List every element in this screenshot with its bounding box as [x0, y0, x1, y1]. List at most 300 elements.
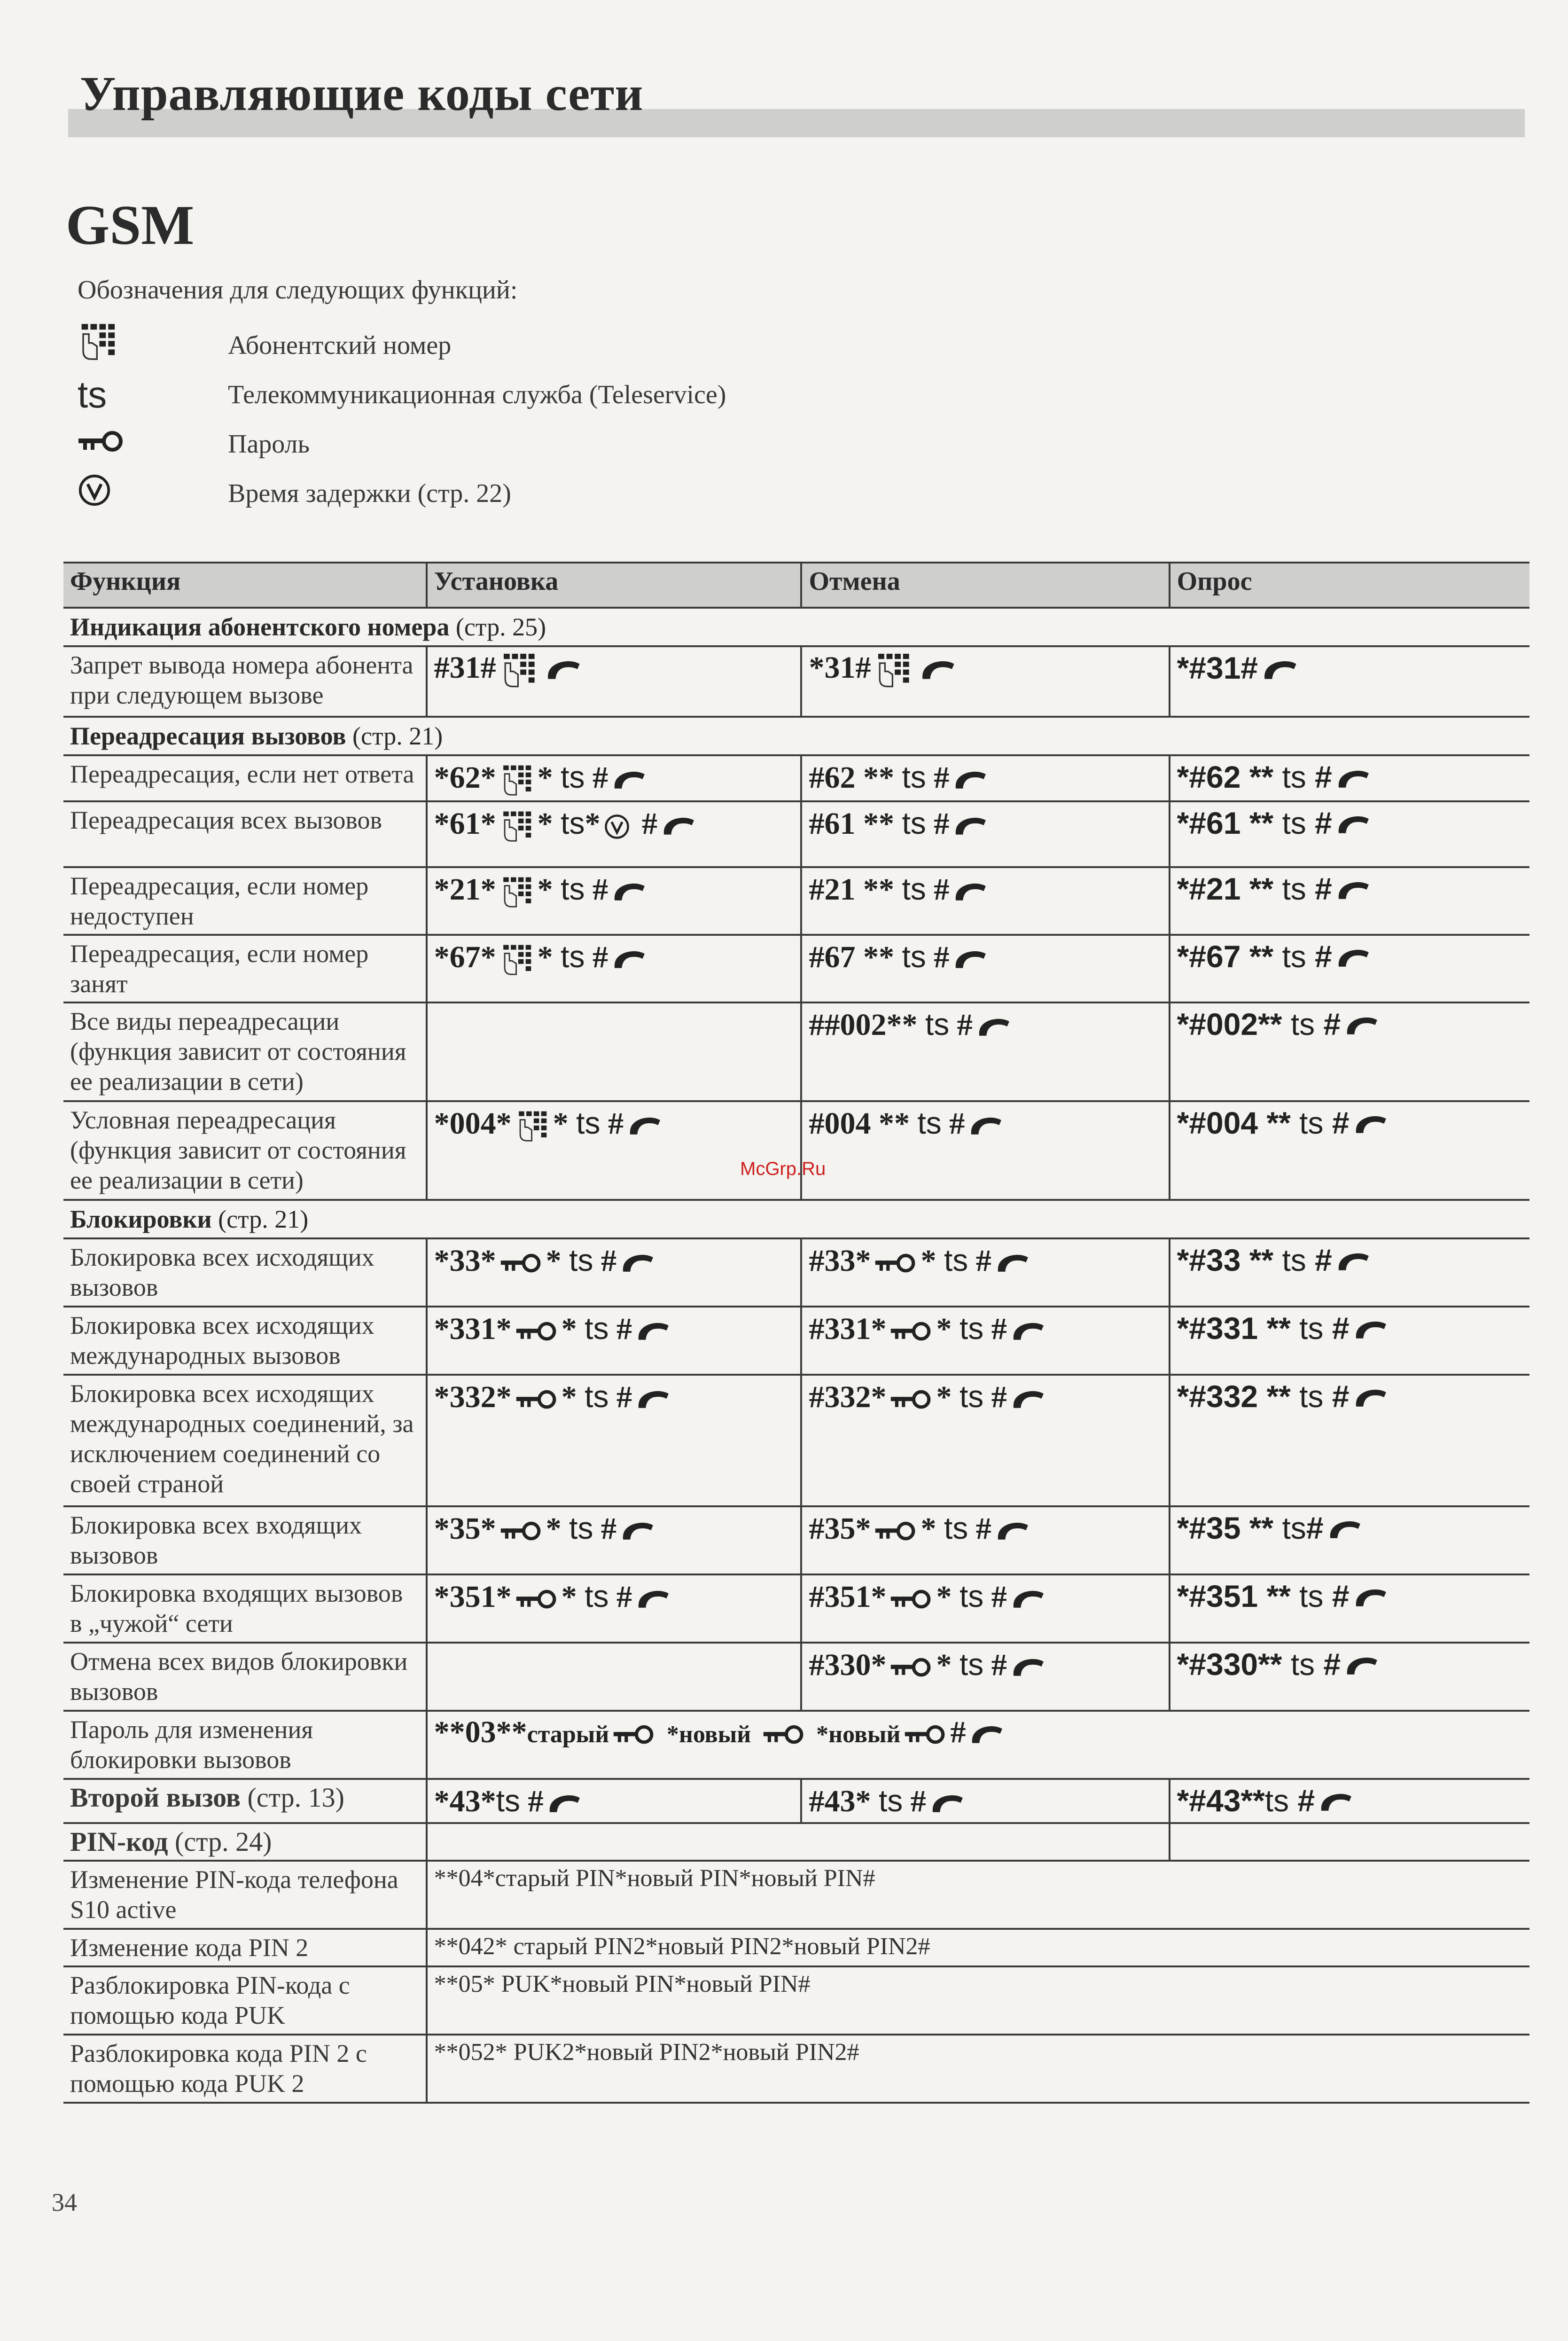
teleservice-icon: ts	[1282, 759, 1306, 794]
set-code-cell: *331* * ts #	[427, 1307, 802, 1375]
legend-label: Пароль	[228, 430, 310, 459]
code-text: *#21 **	[1177, 871, 1274, 906]
code-text: *новый	[666, 1721, 751, 1748]
query-code-cell	[1170, 1574, 1529, 1643]
table-row	[63, 935, 1529, 1002]
table-row	[63, 1861, 1529, 1929]
query-code-cell	[1170, 1779, 1529, 1823]
key-icon	[78, 428, 228, 461]
set-code-cell	[427, 1002, 802, 1101]
table-row	[63, 1307, 1529, 1375]
legend-intro: Обозначения для следующих функций:	[78, 275, 518, 305]
phone-icon	[627, 1116, 663, 1137]
table-row	[63, 1375, 1529, 1506]
table-row	[63, 2035, 1529, 2103]
phone-icon	[612, 949, 647, 971]
query-code-cell	[1170, 1238, 1529, 1307]
function-cell: Блокировка всех исходящих международных вызовов	[63, 1307, 427, 1375]
code-text: #	[1323, 1646, 1341, 1682]
query-code-cell	[1170, 755, 1529, 801]
column-header-function: Функция	[63, 563, 427, 608]
code-text: *33*	[434, 1243, 496, 1278]
key-icon	[500, 1253, 542, 1274]
group-row	[63, 608, 1529, 646]
teleservice-icon: ts	[561, 759, 585, 794]
section-title: GSM	[66, 194, 195, 256]
phone-icon	[953, 816, 989, 838]
teleservice-icon: ts	[576, 1105, 601, 1140]
function-cell: Переадресация, если нет ответа	[63, 755, 427, 801]
cancel-code-cell	[801, 646, 1169, 717]
delay-icon	[78, 473, 228, 514]
function-cell: Блокировка всех исходящих международных соединений, за исключением соединений со своей страной	[63, 1375, 427, 1506]
code-text: #62 **	[809, 760, 894, 795]
set-code-cell	[427, 1101, 802, 1200]
function-cell: Переадресация, если номер занят	[63, 935, 427, 1002]
code-text: #	[1315, 805, 1332, 840]
code-text: *	[537, 806, 553, 841]
teleservice-icon: ts	[569, 1510, 593, 1545]
phone-icon	[1336, 880, 1372, 902]
key-icon	[613, 1724, 655, 1746]
function-cell: Запрет вывода номера абонента при следующем вызове	[63, 646, 427, 717]
key-icon	[874, 1521, 917, 1542]
pin-code-cell: **042* старый PIN2*новый PIN2*новый PIN2#	[427, 1929, 1529, 1966]
teleservice-icon: ts	[902, 759, 926, 794]
code-text: *67*	[434, 940, 496, 974]
code-text: **03**	[434, 1715, 527, 1749]
pin-code-cell: **05* PUK*новый PIN*новый PIN#	[427, 1966, 1529, 2035]
key-icon	[890, 1389, 932, 1410]
group-ref: (стр. 25)	[455, 613, 546, 641]
column-header-set: Установка	[427, 563, 802, 608]
group-title: Второй вызов	[70, 1782, 241, 1813]
empty-cell	[1170, 1823, 1529, 1861]
key-icon	[874, 1253, 917, 1274]
subscriber-number-icon	[78, 322, 228, 369]
group-ref: (стр. 13)	[247, 1782, 344, 1813]
phone-icon	[612, 770, 647, 791]
code-text: #	[934, 872, 950, 907]
query-code-cell	[1170, 1375, 1529, 1506]
teleservice-icon: ts	[902, 871, 926, 906]
group-row	[63, 1200, 1529, 1238]
phone-icon	[1011, 1657, 1046, 1679]
phone-icon	[1344, 1016, 1380, 1037]
code-text: *#61 **	[1177, 805, 1274, 840]
teleservice-icon: ts	[1282, 1242, 1306, 1277]
cancel-code-cell: #330* * ts #	[801, 1643, 1169, 1711]
teleservice-icon: ts	[902, 939, 926, 974]
group-row	[63, 717, 1529, 755]
function-cell: Разблокировка кода PIN 2 с помощью кода PUK 2	[63, 2035, 427, 2103]
set-code-cell	[427, 867, 802, 935]
teleservice-icon: ts	[959, 1310, 984, 1346]
cancel-code-cell	[801, 801, 1169, 867]
phone-icon	[995, 1253, 1031, 1275]
code-text: *#002**	[1177, 1006, 1282, 1041]
table-row	[63, 1101, 1529, 1200]
query-code-cell	[1170, 867, 1529, 935]
cancel-code-cell	[801, 755, 1169, 801]
legend-label: Абонентский номер	[228, 331, 452, 360]
query-code-cell	[1170, 646, 1529, 717]
group-ref: (стр. 24)	[175, 1826, 272, 1857]
query-code-cell	[1170, 1002, 1529, 1101]
query-code-cell	[1170, 1101, 1529, 1200]
code-text: #	[910, 1784, 926, 1818]
group-title: Индикация абонентского номера	[70, 613, 450, 641]
function-cell	[63, 1779, 427, 1823]
delay-icon	[604, 814, 630, 840]
query-code-cell	[1170, 801, 1529, 867]
teleservice-icon: ts	[569, 1242, 593, 1277]
key-icon	[904, 1724, 946, 1746]
group-title: PIN-код	[70, 1826, 168, 1857]
set-code-cell	[427, 1779, 802, 1823]
watermark: McGrp.Ru	[740, 1159, 826, 1179]
function-cell: Отмена всех видов блокировки вызовов	[63, 1643, 427, 1711]
table-row	[63, 1574, 1529, 1643]
phone-icon	[976, 1017, 1012, 1039]
phone-icon	[545, 659, 583, 682]
code-text: #43*	[809, 1784, 871, 1818]
teleservice-icon: ts	[1299, 1105, 1324, 1140]
set-code-cell	[427, 1643, 802, 1711]
code-text: *#351 **	[1177, 1578, 1291, 1613]
teleservice-icon: ts	[1264, 1783, 1289, 1818]
phone-icon	[1353, 1388, 1389, 1409]
query-code-cell	[1170, 935, 1529, 1002]
key-icon	[890, 1657, 932, 1678]
page-number: 34	[52, 2188, 77, 2216]
function-cell	[63, 1823, 427, 1861]
code-text: #	[1315, 871, 1332, 906]
code-text: *332*	[434, 1379, 512, 1414]
function-cell: Изменение PIN-кода телефона S10 active	[63, 1861, 427, 1929]
code-text: #67 **	[809, 940, 894, 974]
phone-icon	[1011, 1589, 1046, 1611]
table-row	[63, 1966, 1529, 2035]
code-text: #351*	[809, 1579, 887, 1614]
code-text: #	[641, 806, 657, 841]
table-row	[63, 1002, 1529, 1101]
teleservice-icon: ts	[959, 1378, 984, 1414]
teleservice-icon: ts	[944, 1510, 968, 1545]
table-row	[63, 646, 1529, 717]
set-code-cell	[427, 646, 802, 717]
phone-icon	[1327, 1519, 1363, 1541]
code-text: #331*	[809, 1311, 887, 1346]
teleservice-icon: ts	[878, 1783, 903, 1818]
code-text: #	[1297, 1783, 1315, 1818]
table-row	[63, 755, 1529, 801]
group-ref: (стр. 21)	[352, 722, 443, 750]
code-text: ##002**	[809, 1007, 918, 1042]
key-icon	[500, 1521, 542, 1542]
code-text: *#330**	[1177, 1646, 1282, 1682]
phone-icon	[1336, 769, 1372, 791]
code-text: #	[934, 806, 950, 841]
teleservice-icon: ts	[1282, 939, 1306, 974]
code-text: #	[934, 940, 950, 974]
key-icon	[515, 1389, 558, 1410]
code-text: #	[1332, 1310, 1350, 1346]
phone-icon	[953, 949, 989, 971]
code-text: #	[949, 1106, 965, 1141]
legend-label: Телекоммуникационная служба (Teleservice)	[228, 380, 726, 409]
column-header-cancel: Отмена	[801, 563, 1169, 608]
phone-icon	[1262, 659, 1299, 682]
teleservice-icon: ts	[1282, 1510, 1306, 1545]
code-text: *	[585, 806, 601, 841]
code-text: *351*	[434, 1579, 512, 1614]
code-text: #	[1315, 939, 1332, 974]
set-code-cell: *35* * ts #	[427, 1506, 802, 1574]
cancel-code-cell	[801, 867, 1169, 935]
teleservice-icon: ts	[561, 939, 585, 974]
teleservice-icon: ts	[959, 1578, 984, 1613]
code-text: #	[528, 1784, 544, 1818]
code-text: *#67 **	[1177, 939, 1274, 974]
cancel-code-cell: #35* * ts #	[801, 1506, 1169, 1574]
phone-icon	[1353, 1320, 1389, 1341]
phone-icon	[1353, 1114, 1389, 1136]
code-text: *61*	[434, 806, 496, 841]
phone-icon	[1336, 1252, 1372, 1273]
phone-icon	[1011, 1321, 1046, 1343]
code-text: старый	[527, 1721, 609, 1748]
teleservice-icon: ts	[561, 805, 585, 840]
code-text: #	[950, 1715, 966, 1749]
phone-icon	[1336, 948, 1372, 970]
code-text: *	[537, 872, 553, 907]
key-icon	[890, 1321, 932, 1342]
code-text: #004 **	[809, 1106, 910, 1141]
group-title: Блокировки	[70, 1205, 212, 1233]
subscriber-number-icon	[874, 652, 912, 689]
teleservice-icon: ts	[1299, 1310, 1324, 1346]
empty-cell	[427, 1823, 1170, 1861]
function-cell: Блокировка входящих вызовов в „чужой“ сети	[63, 1574, 427, 1643]
table-row	[63, 1643, 1529, 1711]
cancel-code-cell	[801, 1101, 1169, 1200]
phone-icon	[1011, 1389, 1046, 1411]
phone-icon	[1318, 1792, 1354, 1814]
table-row	[63, 1929, 1529, 1966]
code-text: #	[592, 760, 608, 795]
query-code-cell	[1170, 1643, 1529, 1711]
legend-item-subscriber	[78, 324, 451, 367]
teleservice-icon: ts	[585, 1578, 609, 1613]
code-text: *#332 **	[1177, 1378, 1291, 1414]
column-header-query: Опрос	[1170, 563, 1529, 608]
code-text: *#33 **	[1177, 1242, 1274, 1277]
code-text: *	[537, 940, 553, 974]
phone-icon	[636, 1589, 671, 1611]
function-cell: Блокировка всех исходящих вызовов	[63, 1238, 427, 1307]
page-title: Управляющие коды сети	[80, 67, 644, 121]
phone-icon	[547, 1793, 583, 1815]
teleservice-icon: ts	[1299, 1378, 1324, 1414]
code-text: *21*	[434, 872, 496, 907]
set-code-cell	[427, 935, 802, 1002]
table-row	[63, 1711, 1529, 1779]
key-icon	[763, 1724, 805, 1746]
network-codes-table	[63, 562, 1529, 2104]
legend-item-delay	[78, 472, 511, 515]
table-header-row	[63, 563, 1529, 608]
subscriber-number-icon	[500, 943, 534, 977]
subscriber-number-icon	[515, 1110, 549, 1143]
legend-item-teleservice	[78, 374, 726, 416]
phone-icon	[636, 1321, 671, 1343]
set-code-cell	[427, 755, 802, 801]
function-cell: Блокировка всех входящих вызовов	[63, 1506, 427, 1574]
table-row	[63, 1238, 1529, 1307]
query-code-cell	[1170, 1307, 1529, 1375]
phone-icon	[968, 1116, 1004, 1137]
teleservice-icon: ts	[944, 1242, 968, 1277]
cancel-code-cell: #33* * ts #	[801, 1238, 1169, 1307]
code-text: #61 **	[809, 806, 894, 841]
pin-code-cell: **052* PUK2*новый PIN2*новый PIN2#	[427, 2035, 1529, 2103]
key-icon	[515, 1321, 558, 1342]
code-text: *#31#	[1177, 650, 1258, 685]
code-text: #	[957, 1007, 973, 1042]
function-cell: Переадресация, если номер недоступен	[63, 867, 427, 935]
teleservice-icon: ts	[959, 1646, 984, 1682]
code-text: #35*	[809, 1511, 871, 1546]
function-cell: Изменение кода PIN 2	[63, 1929, 427, 1966]
code-text: *004*	[434, 1106, 512, 1141]
group-title: Переадресация вызовов	[70, 722, 346, 750]
legend-item-password	[78, 423, 310, 465]
phone-icon	[930, 1793, 966, 1815]
pin-code-cell: **04*старый PIN*новый PIN*новый PIN#	[427, 1861, 1529, 1929]
code-text: #	[934, 760, 950, 795]
phone-icon	[920, 659, 957, 682]
teleservice-icon: ts	[1282, 871, 1306, 906]
code-text: #	[1315, 1242, 1332, 1277]
set-code-cell: *351* * ts #	[427, 1574, 802, 1643]
subscriber-number-icon	[500, 652, 538, 689]
code-text: #	[592, 940, 608, 974]
phone-icon	[620, 1253, 656, 1275]
teleservice-icon: ts	[1290, 1646, 1315, 1682]
phone-icon	[969, 1724, 1005, 1746]
code-text: *31#	[809, 650, 871, 685]
legend-label: Время задержки (стр. 22)	[228, 479, 511, 508]
set-code-cell: *332* * ts #	[427, 1375, 802, 1506]
function-cell: Переадресация всех вызовов	[63, 801, 427, 867]
code-text: #	[1315, 759, 1332, 794]
code-text: *#43**	[1177, 1783, 1265, 1818]
function-cell: Пароль для изменения блокировки вызовов	[63, 1711, 427, 1779]
phone-icon	[612, 882, 647, 903]
key-icon	[515, 1589, 558, 1610]
code-text: #	[1323, 1006, 1341, 1041]
phone-icon	[1353, 1588, 1389, 1609]
code-text: *новый	[816, 1721, 901, 1748]
teleservice-icon: ts	[496, 1783, 520, 1818]
cancel-code-cell	[801, 1002, 1169, 1101]
table-row	[63, 867, 1529, 935]
code-text: *331*	[434, 1311, 512, 1346]
table-row	[63, 1823, 1529, 1861]
phone-icon	[953, 770, 989, 791]
teleservice-icon: ts	[585, 1310, 609, 1346]
code-text: *#004 **	[1177, 1105, 1291, 1140]
code-text: *35*	[434, 1511, 496, 1546]
code-text: #	[608, 1106, 624, 1141]
teleservice-icon: ts	[925, 1006, 950, 1041]
code-text: *	[537, 760, 553, 795]
key-icon	[890, 1589, 932, 1610]
teleservice-icon: ts	[1299, 1578, 1324, 1613]
subscriber-number-icon	[500, 876, 534, 909]
code-text: #	[1332, 1105, 1350, 1140]
code-text: *#62 **	[1177, 759, 1274, 794]
phone-icon	[1344, 1656, 1380, 1677]
table-row	[63, 1506, 1529, 1574]
cancel-code-cell: #351* * ts #	[801, 1574, 1169, 1643]
code-text: #	[1332, 1578, 1350, 1613]
code-text: #	[592, 872, 608, 907]
cancel-code-cell: #331* * ts #	[801, 1307, 1169, 1375]
teleservice-icon: ts	[917, 1105, 942, 1140]
code-text: #33*	[809, 1243, 871, 1278]
phone-icon	[953, 882, 989, 903]
set-code-cell: *33* * ts #	[427, 1238, 802, 1307]
subscriber-number-icon	[500, 810, 534, 844]
table-row	[63, 1779, 1529, 1823]
teleservice-icon: ts	[902, 805, 926, 840]
query-code-cell	[1170, 1506, 1529, 1574]
function-cell: Разблокировка PIN-кода с помощью кода PUK	[63, 1966, 427, 2035]
set-code-cell	[427, 801, 802, 867]
code-text: *62*	[434, 760, 496, 795]
group-ref: (стр. 21)	[218, 1205, 309, 1233]
subscriber-number-icon	[500, 764, 534, 798]
code-text: *#35 **	[1177, 1510, 1274, 1545]
teleservice-icon: ts	[78, 374, 107, 415]
code-text: #	[1332, 1378, 1350, 1414]
code-text: *#331 **	[1177, 1310, 1291, 1346]
password-change-code-cell	[427, 1711, 1529, 1779]
teleservice-icon: ts	[561, 871, 585, 906]
code-text: #31#	[434, 650, 496, 685]
cancel-code-cell	[801, 1779, 1169, 1823]
function-cell: Все виды переадресации (функция зависит от состояния ее реализации в сети)	[63, 1002, 427, 1101]
teleservice-icon: ts	[1282, 805, 1306, 840]
code-text: #332*	[809, 1379, 887, 1414]
cancel-code-cell	[801, 935, 1169, 1002]
code-text: #	[1306, 1510, 1324, 1545]
phone-icon	[661, 816, 697, 838]
code-text: *43*	[434, 1784, 496, 1818]
cancel-code-cell: #332* * ts #	[801, 1375, 1169, 1506]
phone-icon	[636, 1389, 671, 1411]
table-row	[63, 801, 1529, 867]
code-text: #21 **	[809, 872, 894, 907]
phone-icon	[1336, 814, 1372, 836]
phone-icon	[620, 1521, 656, 1542]
teleservice-icon: ts	[1290, 1006, 1315, 1041]
code-text: *	[553, 1106, 569, 1141]
function-cell: Условная переадресация (функция зависит от состояния ее реализации в сети)	[63, 1101, 427, 1200]
teleservice-icon: ts	[585, 1378, 609, 1414]
